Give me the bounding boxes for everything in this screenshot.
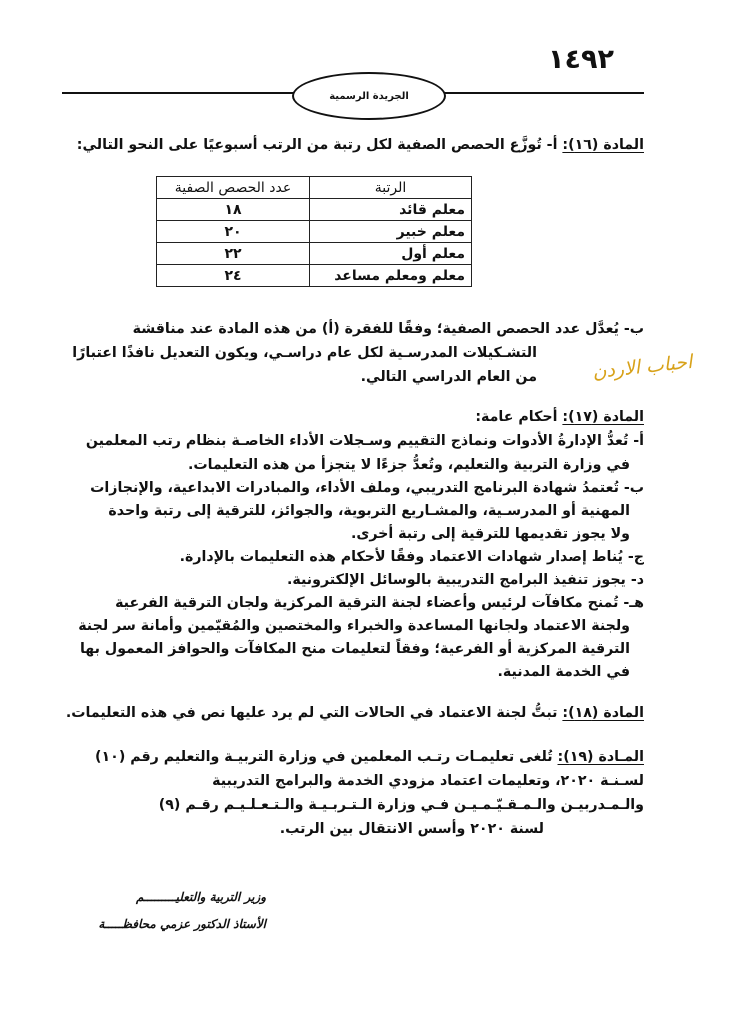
article17-line: ولا يجوز تقديمها للترقية إلى رتبة أخرى. (350, 526, 630, 542)
article16-b-line: ب- يُعدَّل عدد الحصص الصفية؛ وفقًا للفقرة (أ) من هذه المادة عند مناقشة (132, 321, 644, 337)
article17-label: المادة (١٧): (562, 409, 644, 425)
table-cell-count: ١٨ (157, 199, 310, 221)
article16-intro: أ- تُوزَّع الحصص الصفية لكل رتبة من الرتب أسبوعيًا على النحو التالي: (76, 137, 558, 153)
gazette-name: الجريدة الرسمية (329, 90, 409, 102)
watermark-text: احباب الاردن (591, 350, 694, 384)
article19-first-line: تُلغى تعليمـات رتـب المعلمين في وزارة التربيـة والتعليم رقم (١٠) (95, 749, 553, 765)
table-cell-rank: معلم ومعلم مساعد (310, 265, 472, 287)
article19-line: لسـنـة ٢٠٢٠، وتعليمات اعتماد مزودي الخدمة والبرامج التدريبية (212, 773, 644, 789)
ranks-table (156, 176, 472, 287)
gazette-name-badge (292, 72, 446, 120)
page-number: ١٤٩٢ (548, 44, 614, 75)
table-row (157, 265, 472, 287)
article17-line: د- يجوز تنفيذ البرامج التدريبية بالوسائل الإلكترونية. (287, 572, 644, 588)
article17-line: في وزارة التربية والتعليم، وتُعدُّ جزءًا لا يتجزأ من هذه التعليمات. (188, 457, 630, 473)
article17-line: الترقية المركزية أو الفرعية؛ وفقاً لتعليمات منح المكافآت والحوافز المعمول بها (79, 641, 630, 657)
table-header-rank: الرتبة (310, 177, 472, 199)
minister-title: وزير التربية والتعليـــــــــم (136, 890, 266, 904)
table-row (157, 243, 472, 265)
article17-line: المهنية أو المدرسـية، والمشـاريع التربوية، والجوائز، للترقية إلى رتبة واحدة (108, 503, 630, 519)
article18-paragraph (66, 702, 644, 724)
article16-b-line: من العام الدراسي التالي. (360, 369, 537, 385)
table-cell-count: ٢٢ (157, 243, 310, 265)
article16-heading (77, 134, 644, 156)
article19-label: المـادة (١٩): (557, 749, 644, 765)
article17-line: هـ- تُمنح مكافآت لرئيس وأعضاء لجنة الترقية المركزية ولجان الترقية الفرعية (115, 595, 644, 611)
article19-line: والـمـدربيـن والـمـقـيّـمـيـن فـي وزارة الـتـربـيـة والـتـعـلـيـم رقـم (٩) (158, 797, 644, 813)
minister-name: الأستاذ الدكتور عزمي محافظـــــة (98, 917, 266, 931)
article19-line: لسنة ٢٠٢٠ وأسس الانتقال بين الرتب. (279, 821, 544, 837)
article17-line: ج- يُناط إصدار شهادات الاعتماد وفقًا لأحكام هذه التعليمات بالإدارة. (179, 549, 644, 565)
article17-heading (475, 406, 644, 428)
article18-text: تبتُّ لجنة الاعتماد في الحالات التي لم يرد عليها نص في هذه التعليمات. (65, 705, 558, 721)
article17-line: في الخدمة المدنية. (497, 664, 630, 680)
table-cell-count: ٢٠ (157, 221, 310, 243)
table-row (157, 199, 472, 221)
table-cell-rank: معلم خبير (310, 221, 472, 243)
article19-heading (95, 746, 644, 768)
article17-title: أحكام عامة: (475, 409, 558, 425)
article16-b-line: التشـكيلات المدرسـية لكل عام دراسـي، ويكون التعديل نافذًا اعتبارًا (72, 345, 537, 361)
table-header-row (157, 177, 472, 199)
table-cell-rank: معلم أول (310, 243, 472, 265)
table-cell-count: ٢٤ (157, 265, 310, 287)
article18-label: المادة (١٨): (562, 705, 644, 721)
table-header-count: عدد الحصص الصفية (157, 177, 310, 199)
article17-line: ولجنة الاعتماد ولجانها المساعدة والخبراء والمختصين والمُقيّمين وأمانة سر لجنة (78, 618, 630, 634)
table-row (157, 221, 472, 243)
article16-label: المادة (١٦): (562, 137, 644, 153)
article17-line: أ- تُعدُّ الإدارةُ الأدوات ونماذج التقييم وسـجلات الأداء الخاصـة بنظام رتب المعلمين (85, 433, 644, 449)
table-cell-rank: معلم قائد (310, 199, 472, 221)
article17-line: ب- تُعتمدُ شهادة البرنامج التدريبي، وملف الأداء، والمبادرات الابداعية، والإنجازات (90, 480, 644, 496)
